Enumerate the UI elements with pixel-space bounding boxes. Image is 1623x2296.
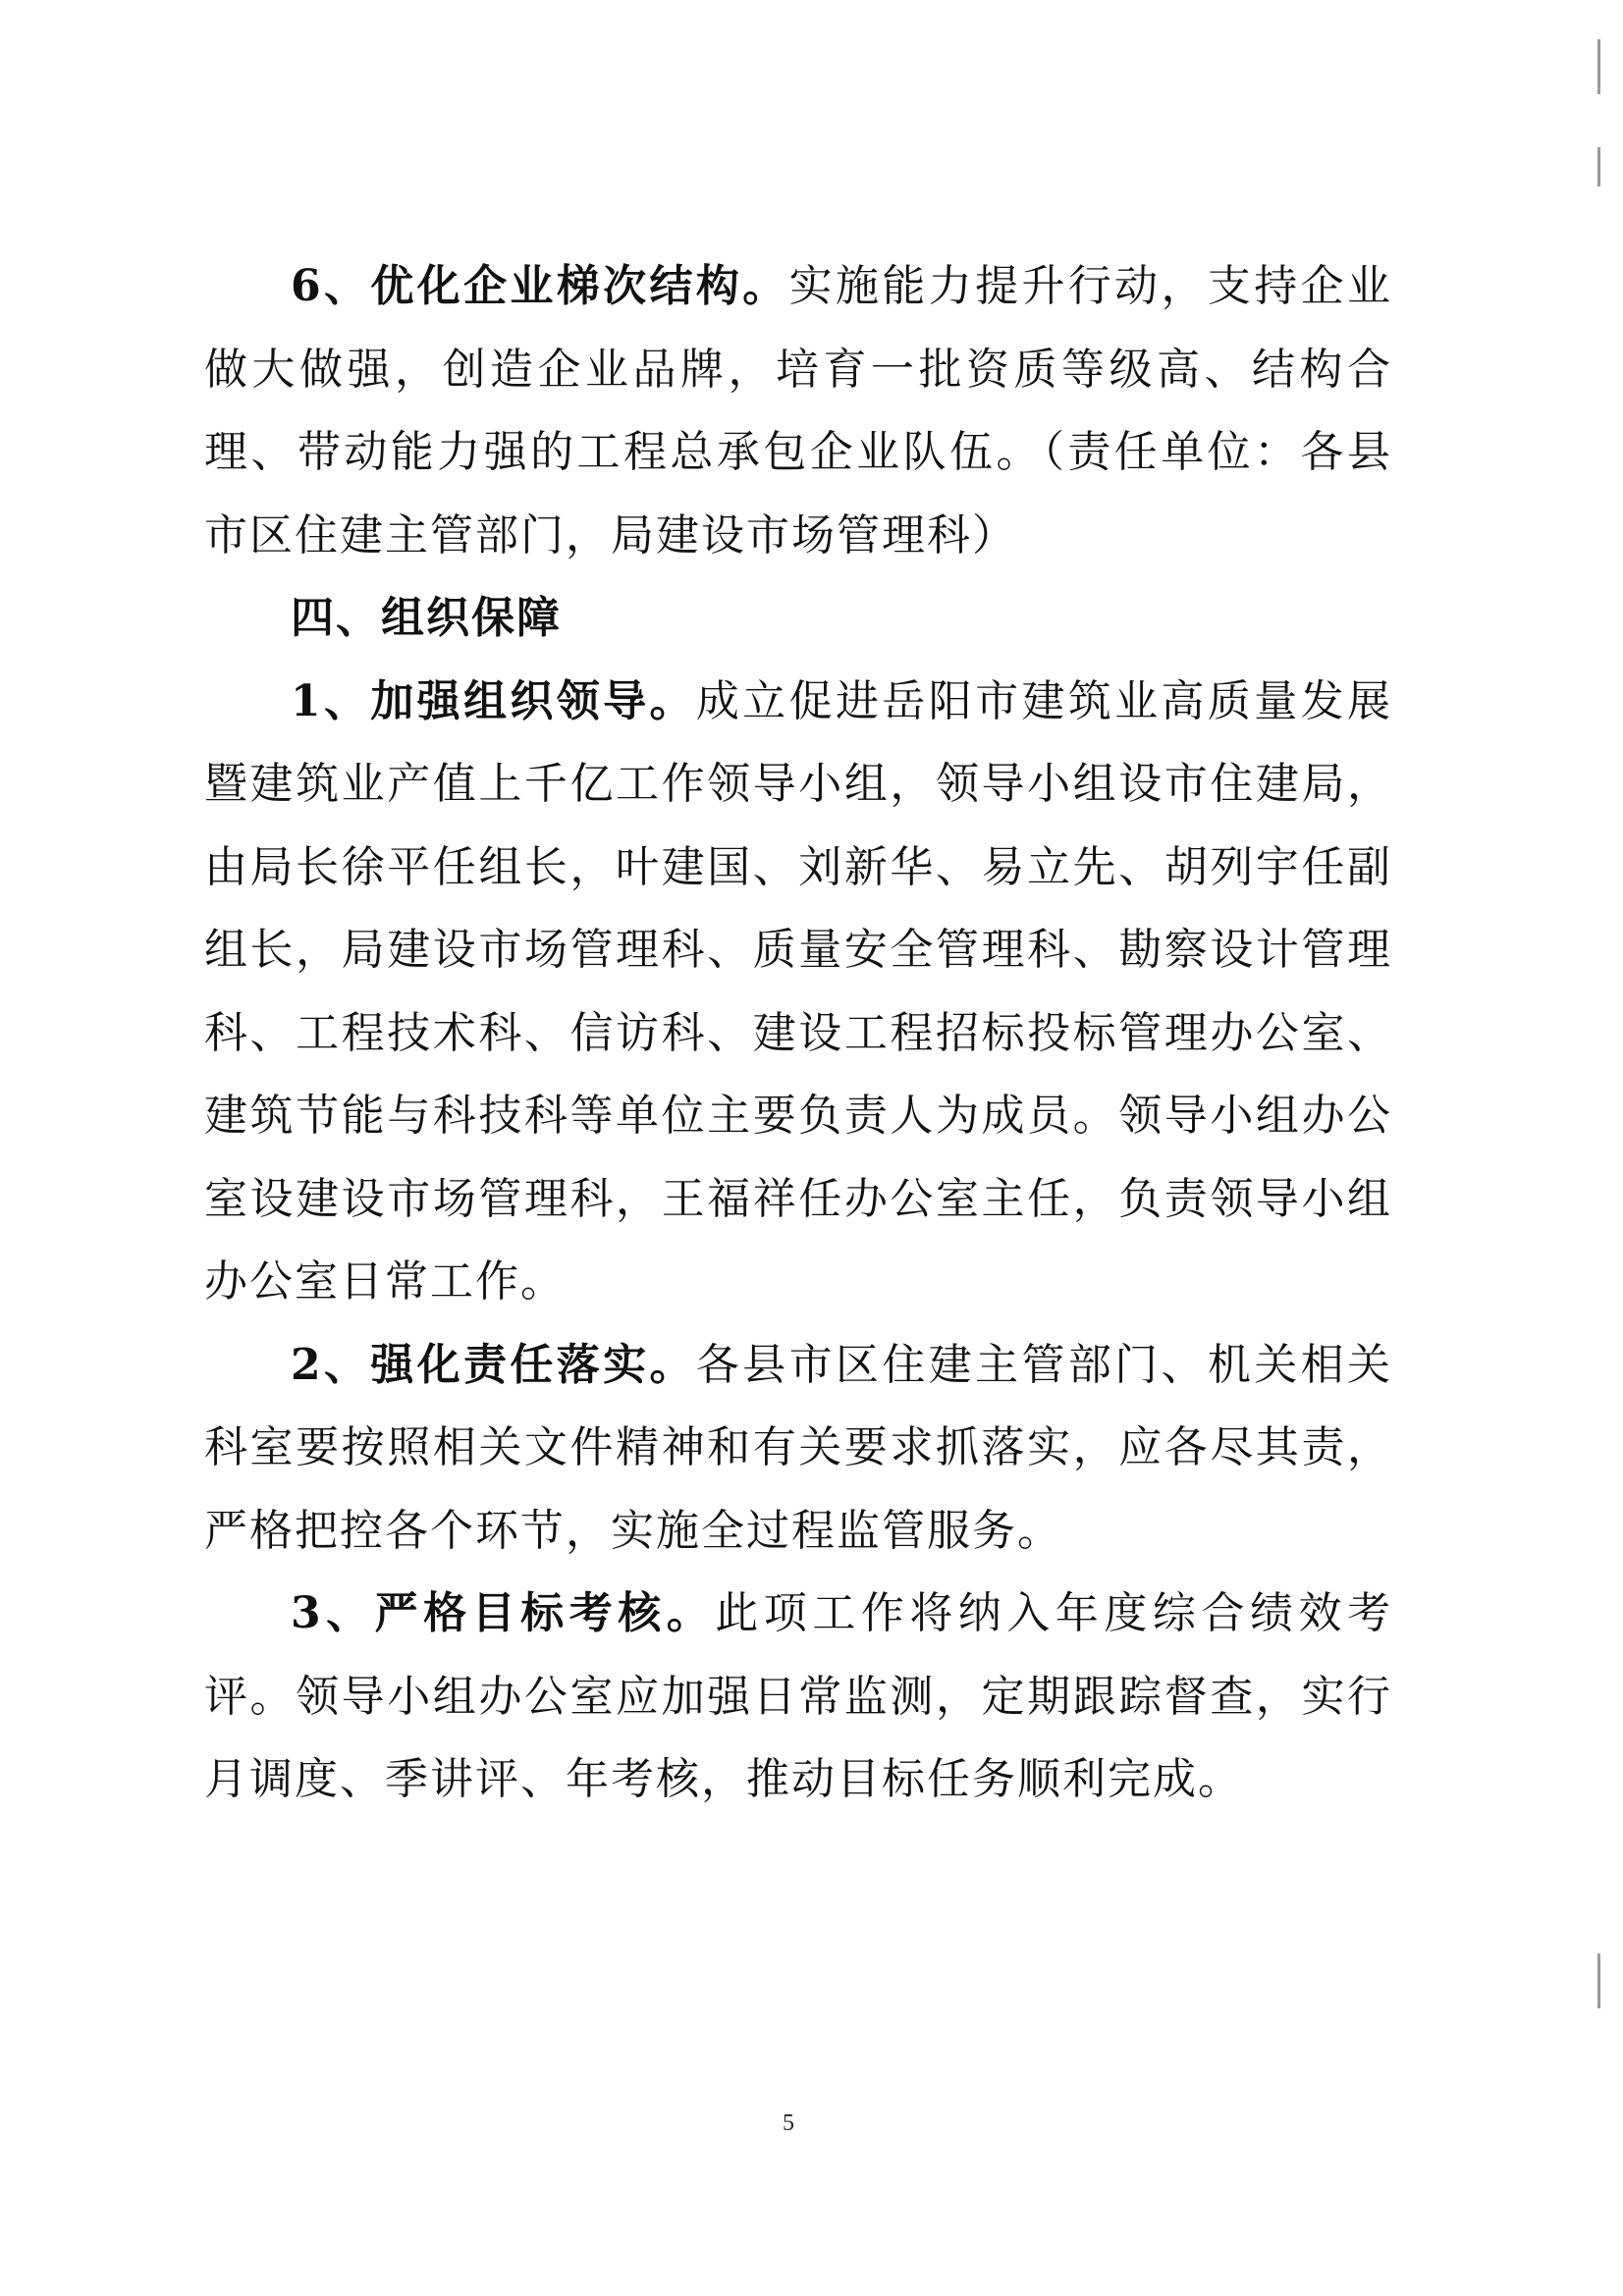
scan-edge-mark (1597, 147, 1600, 187)
paragraph-text: 各县市区住建主管部门、机关相关科室要按照相关文件精神和有关要求抓落实，应各尽其责，严格把控各个环节，实施全过程监管服务。 (204, 1339, 1393, 1556)
paragraph-text: 此项工作将纳入年度综合绩效考评。领导小组办公室应加强日常监测，定期跟踪督查，实行月调度、季讲评、年考核，推动目标任务顺利完成。 (204, 1588, 1393, 1804)
section-heading-organization: 四、组织保障 (291, 593, 562, 643)
paragraph-lead: 6、优化企业梯次结构。 (291, 261, 789, 311)
scan-edge-mark (1597, 1953, 1600, 2008)
paragraph-text: 成立促进岳阳市建筑业高质量发展暨建筑业产值上千亿工作领导小组，领导小组设市住建局，由局长徐平任组长，叶建国、刘新华、易立先、胡列宇任副组长，局建设市场管理科、质量安全管理科、勘察设计管理科、工程技术科、信访科、建设工程招标投标管理办公室、建筑节能与科技科等单位主要负责人为成员。领导小组办公室设建设市场管理科，王福祥任办公室主任，负责领导小组办公室日常工作。 (204, 675, 1393, 1307)
paragraph-responsibility (204, 1324, 1392, 1574)
paragraph-strengthen-leadership (204, 661, 1392, 1324)
paragraph-lead: 1、加强组织领导。 (291, 675, 696, 726)
document-body (204, 245, 1392, 1822)
scan-edge-mark (1597, 39, 1600, 94)
paragraph-lead: 2、强化责任落实。 (291, 1339, 696, 1390)
page-number: 5 (783, 2110, 794, 2136)
paragraph-text: 实施能力提升行动，支持企业做大做强，创造企业品牌，培育一批资质等级高、结构合理、带动能力强的工程总承包企业队伍。（责任单位：各县市区住建主管部门，局建设市场管理科） (204, 261, 1392, 561)
paragraph-lead: 3、严格目标考核。 (291, 1588, 716, 1638)
paragraph-assessment (204, 1573, 1392, 1822)
paragraph-optimize-enterprise-structure (204, 245, 1392, 577)
